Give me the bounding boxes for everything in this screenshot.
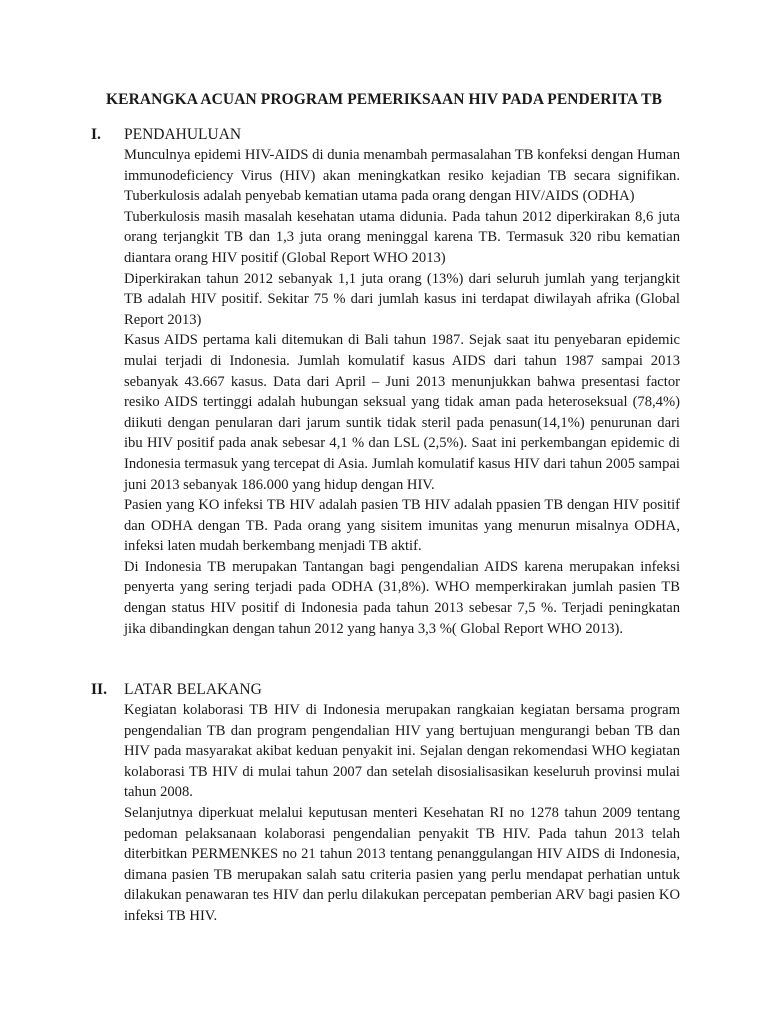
paragraph: Kegiatan kolaborasi TB HIV di Indonesia merupakan rangkaian kegiatan bersama program pengendalian TB dan program pengendalian HIV yang bertujuan mengurangi beban TB dan HIV pada masyarakat akibat keduan penyakit ini. Sejalan dengan rekomendasi WHO kegiatan kolaborasi TB HIV di mulai tahun 2007 dan setelah disosialisasikan keseluruh provinsi mulai tahun 2008. bbox=[124, 702, 680, 801]
section-number: II. bbox=[91, 681, 107, 698]
section-heading: LATAR BELAKANG bbox=[124, 681, 262, 698]
paragraph: Di Indonesia TB merupakan Tantangan bagi pengendalian AIDS karena merupakan infeksi penyerta yang sering terjadi pada ODHA (31,8%). WHO memperkirakan jumlah pasien TB dengan status HIV positif di Indonesia pada tahun 2013 sebesar 7,5 %. Terjadi peningkatan jika dibandingkan dengan tahun 2012 yang hanya 3,3 %( Global Report WHO 2013). bbox=[124, 558, 680, 637]
paragraph: Munculnya epidemi HIV-AIDS di dunia menambah permasalahan TB konfeksi dengan Human immunodeficiency Virus (HIV) akan meningkatkan resiko kejadian TB secara signifikan. Tuberkulosis adalah penyebab kematian utama pada orang dengan HIV/AIDS (ODHA) bbox=[124, 147, 680, 205]
paragraph: Kasus AIDS pertama kali ditemukan di Bali tahun 1987. Sejak saat itu penyebaran epidemic mulai terjadi di Indonesia. Jumlah komulatif kasus AIDS dari tahun 1987 sampai 2013 sebanyak 43.667 kasus. Data dari April – Juni 2013 menunjukkan bahwa presentasi factor resiko AIDS tertinggi adalah hubungan seksual yang tidak aman pada heteroseksual (78,4%) diikuti dengan penularan dari jarum suntik tidak steril pada penasun(14,1%) penurunan dari ibu HIV positif pada anak sebesar 4,1 % dan LSL (2,5%). Saat ini perkembangan epidemic di Indonesia termasuk yang tercepat di Asia. Jumlah komulatif kasus HIV dari tahun 2005 sampai juni 2013 sebanyak 186.000 yang hidup dengan HIV. bbox=[124, 332, 680, 493]
paragraph: Diperkirakan tahun 2012 sebanyak 1,1 juta orang (13%) dari seluruh jumlah yang terjangkit TB adalah HIV positif. Sekitar 75 % dari jumlah kasus ini terdapat diwilayah afrika (Global Report 2013) bbox=[124, 270, 680, 328]
section-body bbox=[124, 679, 680, 927]
paragraph: Tuberkulosis masih masalah kesehatan utama didunia. Pada tahun 2012 diperkirakan 8,6 juta orang terjangkit TB dan 1,3 juta orang meninggal karena TB. Termasuk 320 ribu kematian diantara orang HIV positif (Global Report WHO 2013) bbox=[124, 208, 680, 266]
section-heading: PENDAHULUAN bbox=[124, 126, 242, 143]
paragraph: Selanjutnya diperkuat melalui keputusan menteri Kesehatan RI no 1278 tahun 2009 tentang pedoman pelaksanaan kolaborasi pengendalian penyakit TB HIV. Pada tahun 2013 telah diterbitkan PERMENKES no 21 tahun 2013 tentang penanggulangan HIV AIDS di Indonesia, dimana pasien TB merupakan salah satu criteria pasien yang perlu mendapat perhatian untuk dilakukan penawaran tes HIV dan perlu dilakukan percepatan pemberian ARV bagi pasien KO infeksi TB HIV. bbox=[124, 804, 680, 924]
section-body bbox=[124, 124, 680, 639]
document-title: KERANGKA ACUAN PROGRAM PEMERIKSAAN HIV PADA PENDERITA TB bbox=[105, 91, 663, 108]
paragraph: Pasien yang KO infeksi TB HIV adalah pasien TB HIV adalah ppasien TB dengan HIV positif dan ODHA dengan TB. Pada orang yang sisitem imunitas yang menurun misalnya ODHA, infeksi laten mudah berkembang menjadi TB aktif. bbox=[124, 497, 680, 555]
section-number: I. bbox=[91, 126, 101, 143]
